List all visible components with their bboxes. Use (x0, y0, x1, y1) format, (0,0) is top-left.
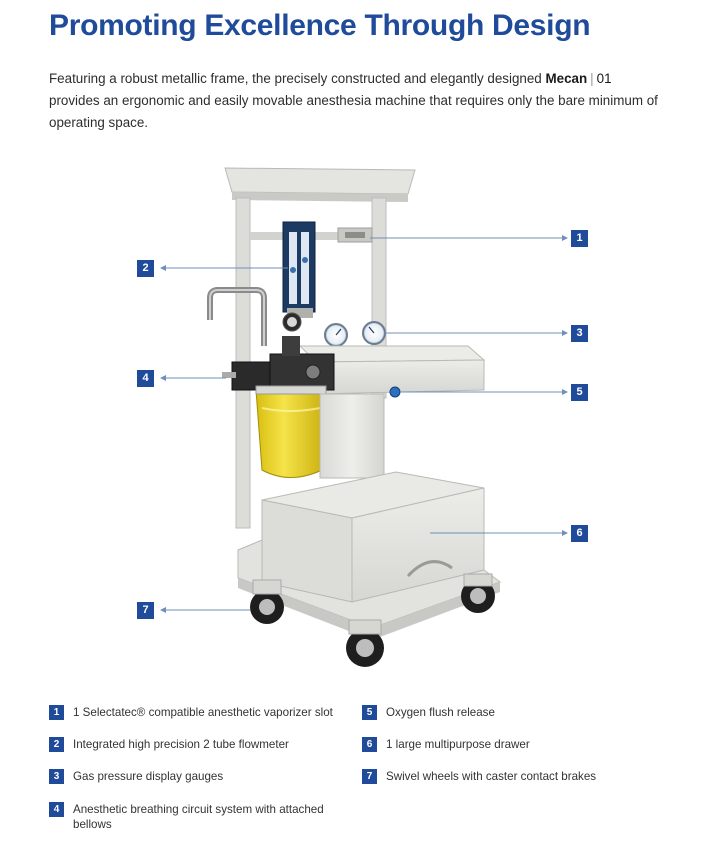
top-shelf (225, 168, 415, 202)
page-title: Promoting Excellence Through Design (49, 9, 591, 42)
legend-number-5: 5 (362, 705, 377, 720)
brand-separator: | (590, 71, 594, 86)
callout-badge-2: 2 (137, 260, 154, 277)
brand-name: Mecan (545, 71, 588, 86)
legend-number-3: 3 (49, 769, 64, 784)
legend-text-1: 1 Selectatec® compatible anesthetic vaporizer slot (73, 706, 333, 719)
callout-badge-3: 3 (571, 325, 588, 342)
legend-item-1 (49, 705, 343, 720)
legend-item-7 (362, 769, 666, 784)
legend-number-4: 4 (49, 802, 64, 817)
legend-item-2 (49, 737, 343, 752)
intro-text-before: Featuring a robust metallic frame, the precisely constructed and elegantly designed (49, 71, 546, 86)
legend-number-7: 7 (362, 769, 377, 784)
legend-text-5: Oxygen flush release (386, 706, 495, 719)
callout-badge-5: 5 (571, 384, 588, 401)
bellows-canister (256, 386, 326, 478)
vaporizer-slot (338, 228, 372, 242)
callout-badge-7: 7 (137, 602, 154, 619)
flowmeter (283, 222, 315, 318)
anesthesia-machine-image (0, 150, 701, 690)
callout-badge-4: 4 (137, 370, 154, 387)
feature-legend (49, 705, 669, 845)
legend-item-5 (362, 705, 666, 720)
legend-number-1: 1 (49, 705, 64, 720)
callout-badge-1: 1 (571, 230, 588, 247)
intro-paragraph (49, 68, 659, 134)
legend-text-2: Integrated high precision 2 tube flowmeter (73, 738, 289, 751)
legend-text-4: Anesthetic breathing circuit system with attached bellows (73, 803, 324, 831)
central-column (320, 394, 384, 478)
brand-model: 01 (596, 71, 612, 86)
legend-text-7: Swivel wheels with caster contact brakes (386, 770, 597, 783)
legend-text-3: Gas pressure display gauges (73, 770, 224, 783)
legend-item-6 (362, 737, 666, 752)
legend-number-2: 2 (49, 737, 64, 752)
legend-number-6: 6 (362, 737, 377, 752)
intro-text-after: provides an ergonomic and easily movable anesthesia machine that requires only the bare minimum of operating space. (49, 93, 658, 130)
legend-item-3 (49, 769, 343, 784)
callout-badge-6: 6 (571, 525, 588, 542)
legend-text-6: 1 large multipurpose drawer (386, 738, 530, 751)
machine-illustration (0, 150, 701, 690)
legend-item-4 (49, 802, 335, 832)
